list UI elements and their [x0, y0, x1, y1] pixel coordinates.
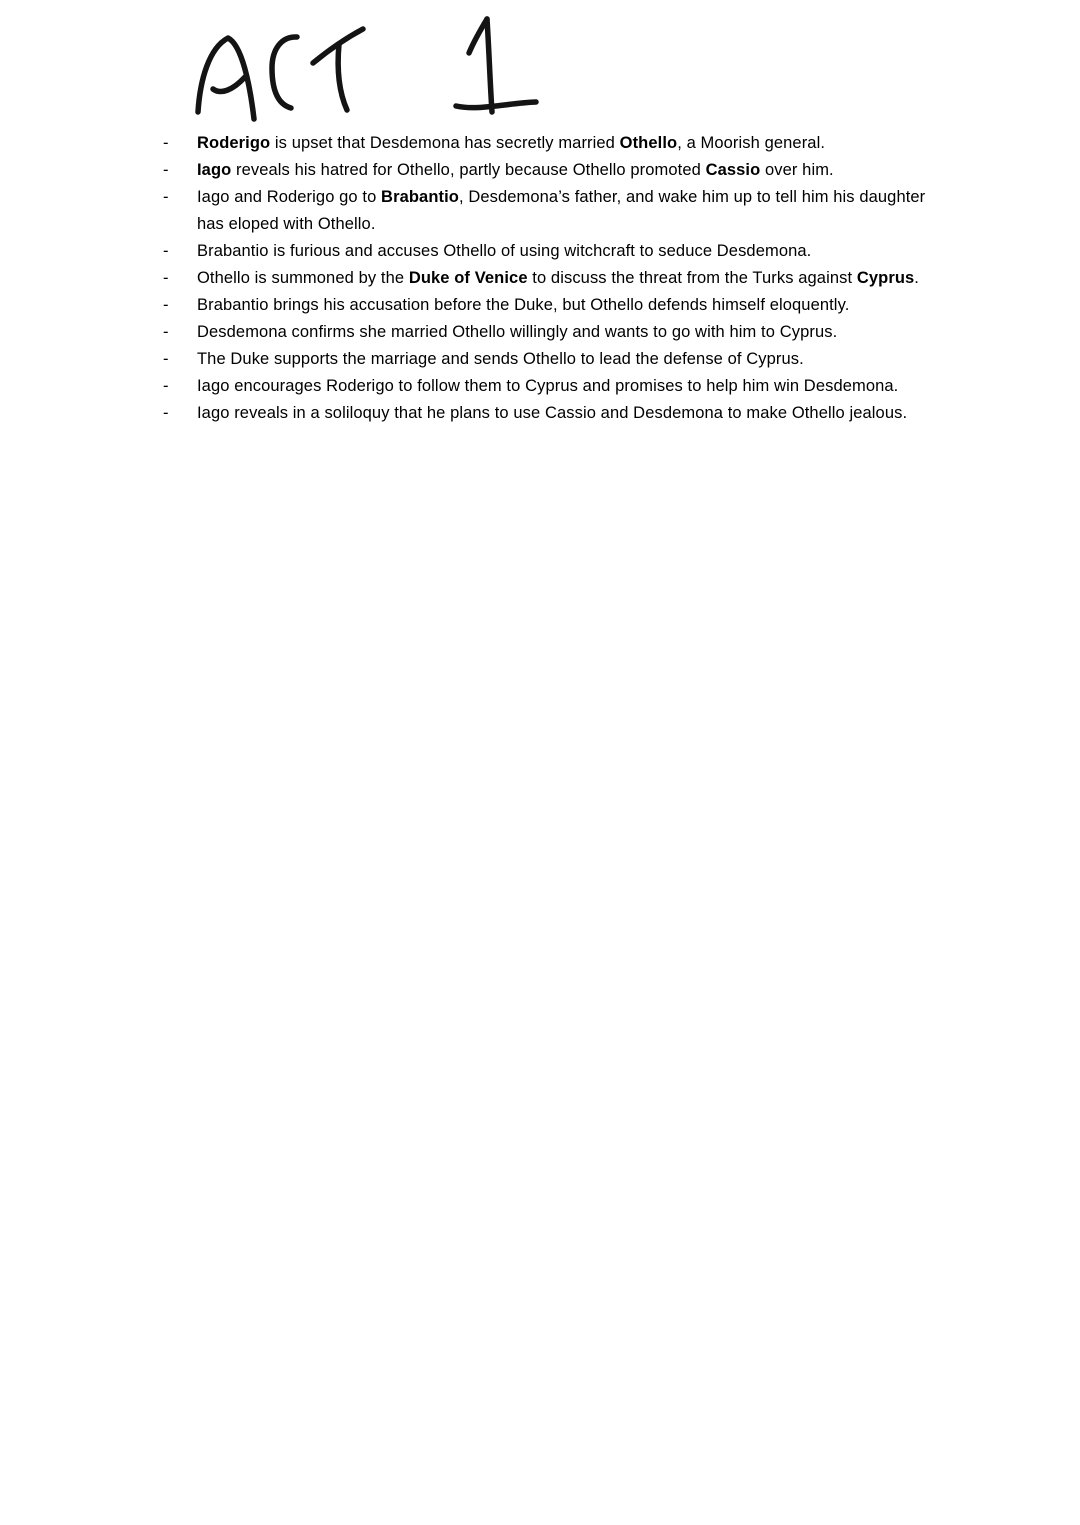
bullet-dash: - [163, 188, 169, 206]
bullet-dash: - [163, 161, 169, 179]
bullet-dash: - [163, 350, 169, 368]
list-item-text: The Duke supports the marriage and sends Othello to lead the defense of Cyprus. [197, 350, 804, 368]
list-item [163, 346, 953, 373]
bullet-dash: - [163, 323, 169, 341]
ink-digit-1-stem [487, 19, 492, 112]
list-item-text: Iago and Roderigo go to Brabantio, Desdemona’s father, and wake him up to tell him his daughter has eloped with Othello. [197, 188, 926, 233]
list-item-text: Iago reveals in a soliloquy that he plans to use Cassio and Desdemona to make Othello jealous. [197, 404, 908, 422]
ink-digit-1-base [456, 102, 536, 108]
list-item-text: Iago reveals his hatred for Othello, partly because Othello promoted Cassio over him. [197, 161, 834, 179]
list-item [163, 319, 953, 346]
bullet-dash: - [163, 404, 169, 422]
ink-letter-C [272, 37, 297, 108]
ink-letter-A-crossbar [213, 77, 245, 92]
list-item [163, 130, 953, 157]
ink-digit-1-flag [469, 19, 487, 53]
list-item-text: Othello is summoned by the Duke of Venice to discuss the threat from the Turks against Cyprus. [197, 269, 919, 287]
list-item-text: Brabantio is furious and accuses Othello of using witchcraft to seduce Desdemona. [197, 242, 812, 260]
list-item [163, 400, 953, 427]
list-item [163, 157, 953, 184]
list-item [163, 265, 953, 292]
list-item-text: Desdemona confirms she married Othello willingly and wants to go with him to Cyprus. [197, 323, 838, 341]
list-item-text: Iago encourages Roderigo to follow them to Cyprus and promises to help him win Desdemona. [197, 377, 899, 395]
bullet-dash: - [163, 134, 169, 152]
list-item-text: Brabantio brings his accusation before the Duke, but Othello defends himself eloquently. [197, 296, 850, 314]
bullet-dash: - [163, 377, 169, 395]
list-item [163, 373, 953, 400]
list-item [163, 238, 953, 265]
bullet-dash: - [163, 242, 169, 260]
bullet-list [163, 130, 953, 427]
bullet-dash: - [163, 269, 169, 287]
list-item [163, 184, 953, 238]
handwritten-title [0, 0, 1080, 135]
ink-letter-T-stem [338, 44, 347, 110]
list-item-text: Roderigo is upset that Desdemona has secretly married Othello, a Moorish general. [197, 134, 826, 152]
list-item [163, 292, 953, 319]
handwritten-title-drawing [0, 0, 1080, 135]
bullet-dash: - [163, 296, 169, 314]
